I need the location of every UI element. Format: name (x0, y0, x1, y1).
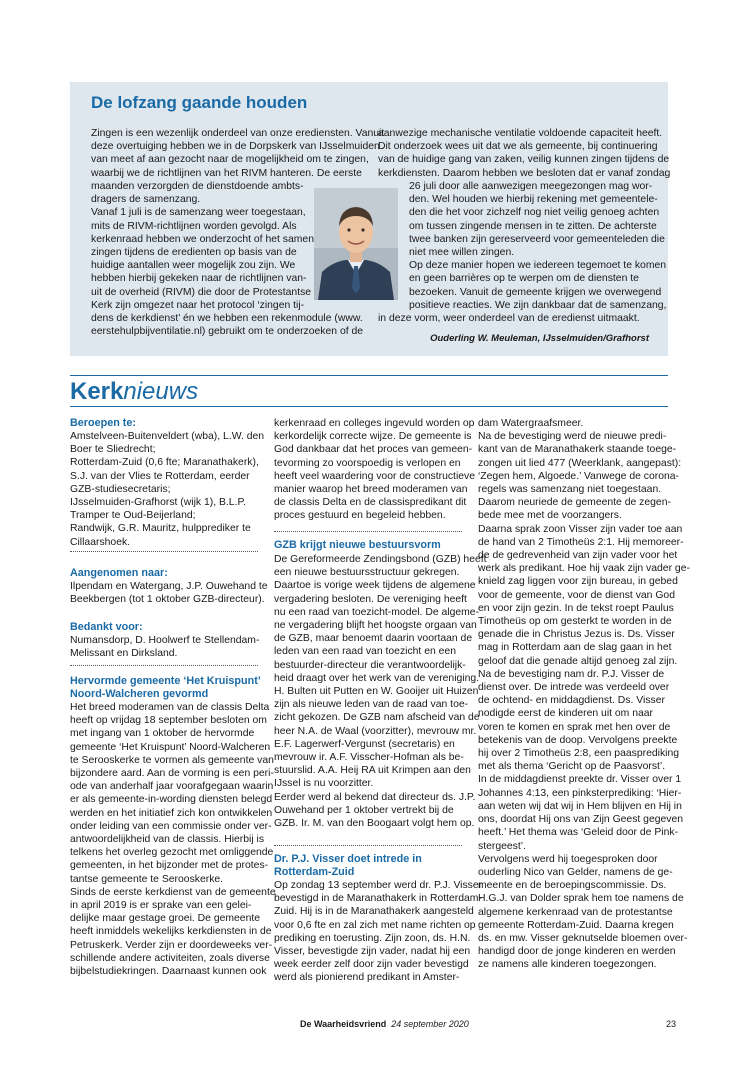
text-line: aan weten wij dat wij in Hem blijven en Hij in (478, 800, 682, 812)
text-line: Randwijk, G.R. Mauritz, hulpprediker te (70, 523, 251, 535)
kerknieuws-title-italic: nieuws (123, 378, 199, 405)
text-line: Visser, bevestigde zijn vader, nadat hij een (274, 946, 471, 958)
text-line: een nieuwe bestuursstructuur gekregen. (274, 567, 460, 579)
text-line: God dankbaar dat het proces van gemeen- (274, 444, 473, 456)
text-line: Daarna sprak zoon Visser zijn vader toe aan (478, 523, 683, 535)
lofzang-col2-wrap (409, 180, 666, 312)
text-line: van de huidige gang van zaken, veilig kunnen zingen tijdens de (378, 154, 670, 166)
text-line: heeft.’ Het thema was ‘Geleid door de Pink- (478, 827, 679, 839)
text-line: Numansdorp, D. Hoolwerf te Stellendam- (70, 635, 260, 646)
text-line: deze overtuiging hebben we in de Dorpskerk van IJsselmuiden (91, 141, 380, 153)
hervormde-text (70, 701, 276, 978)
footer-publication: De Waarheidsvriend (300, 1019, 387, 1029)
text-line: dam Watergraafsmeer. (478, 418, 584, 429)
text-line: E.F. Lagerwerf-Vergunst (secretaris) en (274, 738, 455, 750)
bedankt-text (70, 634, 259, 660)
text-line: bede mee met de voorzangers. (478, 510, 622, 522)
text-line: IJssel is nu voorzitter. (274, 778, 374, 790)
text-line: H.G.J. van Dolder sprak hem toe namens de (478, 893, 684, 905)
kerknieuws-title (70, 378, 198, 406)
beroepen-heading: Beroepen te: (70, 417, 136, 429)
portrait-illustration (314, 188, 398, 300)
text-line: antwoordelijkheid van de classis. Hierbij is (70, 834, 265, 846)
text-line: dragers de samenzang. (91, 194, 201, 206)
kerknieuws-bottom-rule (70, 406, 668, 407)
text-line: Timotheüs op om gesterkt te worden in de (478, 616, 672, 628)
text-line: tevorming zo voorspoedig is verlopen en (274, 457, 461, 469)
text-line: Beekbergen (tot 1 oktober GZB-directeur). (70, 594, 265, 606)
text-line: niet mee willen zingen. (409, 247, 515, 259)
text-line: met ingang van 1 oktober de hervormde (70, 728, 255, 740)
text-line: heeft op vrijdag 18 september besloten om (70, 715, 267, 727)
text-line: ouderling Nico van Gelder, namens de ge- (478, 866, 673, 878)
text-line: dens de kerkdienst’ én we hebben een rekenmodule (www. (91, 313, 363, 324)
text-line: mits de RIVM-richtlijnen worden gevolgd. Als (91, 220, 297, 232)
text-line: van meet af aan gezocht naar de mogelijkheid om te zingen, (91, 154, 369, 166)
text-line: Vanaf 1 juli is de samenzang weer toegestaan, (91, 207, 306, 219)
lofzang-col1-bottom (91, 312, 363, 338)
text-line: aanwezige mechanische ventilatie voldoende capaciteit heeft. (378, 128, 663, 139)
separator (70, 665, 258, 666)
text-line: zongen uit lied 477 (Weerklank, aangepast): (478, 457, 682, 469)
text-line: Daartoe is vorige week tijdens de algemene (274, 580, 476, 592)
text-line: werd als pionierend predikant in Amster- (274, 972, 460, 984)
lofzang-title: De lofzang gaande houden (91, 93, 308, 112)
text-line: tantse gemeente te Serooskerke. (70, 873, 224, 885)
text-line: ze namens alle kinderen toegezongen. (478, 959, 657, 971)
text-line: Rotterdam-Zuid (0,6 fte; Maranathakerk), (70, 457, 259, 469)
text-line: proces gestuurd en begeleid hebben. (274, 510, 446, 522)
text-line: Sinds de eerste kerkdienst van de gemeente (70, 886, 276, 898)
text-line: Dr. P.J. Visser doet intrede in (274, 853, 422, 865)
text-line: Na de bevestiging nam dr. P.J. Visser de (478, 668, 665, 680)
text-line: Cillaarshoek. (70, 536, 131, 548)
text-line: De Gereformeerde Zendingsbond (GZB) heeft (274, 554, 487, 565)
text-line: regels was samenzang niet toegestaan. (478, 484, 662, 496)
separator (274, 845, 462, 846)
text-line: maanden verzorgden de dienstdoende ambts- (91, 181, 304, 192)
text-line: S.J. van der Vlies te Rotterdam, eerder (70, 470, 250, 482)
text-line: gemeenten, in het bijzonder met de protes- (70, 860, 269, 872)
text-line: bezoeken. Vanuit de gemeente krijgen we overwegend (409, 286, 662, 298)
text-line: manier waarop het breed moderamen van (274, 484, 468, 496)
text-line: de ochtend- en middagdienst. Ds. Visser (478, 695, 665, 707)
text-line: te Serooskerke te vormen als gemeente van (70, 754, 274, 766)
visser-heading (274, 853, 422, 879)
text-line: In de middagdienst preekte dr. Visser over 1 (478, 774, 682, 786)
text-line: mevrouw ir. A.F. Visscher-Hofman als be- (274, 752, 464, 764)
text-line: schillende andere activiteiten, zoals diverse (70, 952, 270, 964)
text-line: vergadering besloten. De vereniging heeft (274, 593, 467, 605)
text-line: in april 2019 is er sprake van een gelei- (70, 900, 252, 912)
lofzang-col2-bottom (378, 312, 640, 325)
kerknieuws-top-rule (70, 375, 668, 376)
text-line: voren te komen en sprak met hen over de (478, 721, 671, 733)
text-line: bestuurder-directeur die verantwoordelijk- (274, 659, 466, 671)
text-line: Op zondag 13 september werd dr. P.J. Visser (274, 880, 483, 891)
text-line: GZB-studiesecretaris; (70, 483, 171, 495)
text-line: Noord-Walcheren gevormd (70, 688, 209, 700)
text-line: waarbij we de richtlijnen van het RIVM hanteren. De eerste (91, 167, 362, 179)
text-line: algemene kerkenraad van de protestantse (478, 906, 673, 918)
separator (70, 551, 258, 552)
text-line: Petruskerk. Verder zijn er doordeweeks ver- (70, 939, 273, 951)
gzb-heading: GZB krijgt nieuwe bestuursvorm (274, 539, 441, 551)
text-line: er als gemeente-in-wording diensten belegd (70, 794, 273, 806)
text-line: de GZB, maar benoemt daarin voortaan de (274, 633, 473, 645)
aangenomen-heading: Aangenomen naar: (70, 567, 168, 579)
text-line: knield zag liggen voor zijn bureau, in gebed (478, 576, 678, 588)
text-line: Zingen is een wezenlijk onderdeel van onze erediensten. Vanuit (91, 128, 385, 139)
text-line: en voor zijn gezin. In de tekst roept Paulus (478, 602, 674, 614)
text-line: om tussen zingende mensen in te zitten. De achterste (409, 220, 657, 232)
text-line: voor 0,6 fte en zal zich met name richten op (274, 919, 476, 931)
text-line: de classis Delta en de classispredikant dit (274, 497, 467, 509)
text-line: Eerder werd al bekend dat directeur ds. J.P. (274, 791, 476, 803)
footer-date: 24 september 2020 (391, 1019, 469, 1029)
text-line: kant van de Maranathakerk staande toege- (478, 444, 677, 456)
text-line: met als thema ‘Gericht op de Paasvorst’. (478, 761, 666, 773)
text-line: nodigde eerst de kinderen uit om naar (478, 708, 654, 720)
text-line: Het breed moderamen van de classis Delta (70, 702, 270, 713)
text-line: eerstehulpbijventilatie.nl) gebruikt om te onderzoeken of de (91, 326, 364, 338)
col3-text (478, 417, 690, 972)
text-line: Rotterdam-Zuid (274, 866, 355, 878)
text-line: geloof dat die genade altijd genoeg zal zijn. (478, 655, 678, 667)
text-line: Tramper te Oud-Beijerland; (70, 510, 196, 522)
text-line: betekenis van de doop. Vervolgens preekte (478, 734, 678, 746)
text-line: heeft inmiddels wekelijks kerkdiensten in de (70, 926, 272, 938)
text-line: heeft veel waardering voor de constructieve (274, 470, 475, 482)
text-line: de hand van 2 Timotheüs 2:1. Hij memoreer- (478, 536, 684, 548)
text-line: hij over 2 Timotheüs 2:8, een paasprediking (478, 748, 680, 760)
text-line: kerkenraad en colleges ingevuld worden op (274, 418, 475, 429)
text-line: zingen tijdens de eredienten op basis van de (91, 247, 297, 259)
text-line: huidige aantallen weer mogelijk zou zijn. We (91, 260, 296, 272)
text-line: heid draagt over het werk van de vereniging. (274, 672, 480, 684)
lofzang-col1-wrap (91, 180, 314, 312)
text-line: GZB. Ir. M. van den Boogaart volgt hem op. (274, 818, 475, 830)
aangenomen-text (70, 580, 268, 606)
text-line: handigd door de jonge kinderen en werden (478, 946, 676, 958)
text-line: zijn als nieuwe leden van de raad van toe- (274, 699, 469, 711)
text-line: week eerder zelf door zijn vader bevestigd (274, 959, 469, 971)
text-line: Dit onderzoek wees uit dat we als gemeente, bij continuering (378, 141, 658, 153)
signature: Ouderling W. Meuleman, IJsselmuiden/Grafhorst (430, 333, 649, 344)
text-line: twee banken zijn gereserveerd voor gemeenteleden die (409, 233, 665, 245)
text-line: bevestigd in de Maranathakerk in Rotterdam- (274, 893, 482, 905)
text-line: prediking en toerusting. Zijn zoon, ds. H.N. (274, 932, 471, 944)
portrait-photo (314, 188, 398, 300)
text-line: kerkordelijk correcte wijze. De gemeente is (274, 431, 472, 443)
text-line: de de gedrevenheid van zijn vader voor het (478, 550, 678, 562)
text-line: stuurslid. A.A. Heij RA uit Krimpen aan den (274, 765, 471, 777)
text-line: Daarom neuriede de gemeente de zegen- (478, 497, 671, 509)
text-line: Boer te Sliedrecht; (70, 444, 156, 456)
text-line: gemeente ‘Het Kruispunt’ Noord-Walcheren (70, 741, 271, 753)
text-line: Johannes 4:13, een pinksterprediking: ‘Hier- (478, 787, 682, 799)
text-line: IJsselmuiden-Grafhorst (wijk 1), B.L.P. (70, 497, 246, 509)
gzb-text (274, 553, 487, 830)
text-line: ons, doordat Hij ons van Zijn Geest gegeven (478, 814, 684, 826)
text-line: den die het voor zichzelf nog niet veilig genoeg achten (409, 207, 660, 219)
text-line: H. Bulten uit Putten en W. Gooijer uit Huizen (274, 686, 479, 698)
text-line: dienst over. De intrede was verdeeld over (478, 682, 670, 694)
text-line: hebben hierbij gekeken naar de richtlijnen van- (91, 273, 307, 285)
text-line: heer N.A. de Waal (voorzitter), mevrouw mr. (274, 725, 477, 737)
text-line: genade die in Christus Jezus is. Ds. Visser (478, 629, 675, 641)
text-line: zicht gekozen. De GZB nam afscheid van de (274, 712, 480, 724)
lofzang-col1-top (91, 127, 384, 180)
lofzang-col2-top (378, 127, 670, 180)
text-line: Ouwehand per 1 oktober vertrekt bij de (274, 804, 454, 816)
text-line: 26 juli door alle aanwezigen meegezongen mag wor- (409, 181, 653, 192)
text-line: onder leiding van een commissie onder ver- (70, 820, 272, 832)
text-line: voor de gemeente, voor de dienst van God (478, 589, 675, 601)
text-line: delijke maar gestage groei. De gemeente (70, 913, 261, 925)
text-line: Na de bevestiging werd de nieuwe predi- (478, 431, 667, 443)
text-line: Vervolgens werd hij toegesproken door (478, 853, 658, 865)
text-line: kerkenraad hebben we onderzocht of het samen (91, 233, 314, 245)
text-line: werk als predikant. Hoe hij vaak zijn vader ge- (478, 563, 690, 575)
text-line: werden en het initiatief zich kon ontwikkelen (70, 807, 273, 819)
text-line: bijzondere aard. Aan de vorming is een peri- (70, 768, 274, 780)
text-line: mag in Rotterdam aan de slag gaan in het (478, 642, 672, 654)
col2-intro-text (274, 417, 475, 523)
text-line: positieve reacties. We zijn dankbaar dat de samenzang, (409, 299, 667, 311)
text-line: nu een raad van toezicht-model. De algeme- (274, 606, 480, 618)
text-line: Kerk zijn omgezet naar het protocol ‘zingen tij- (91, 299, 305, 311)
text-line: Ilpendam en Watergang, J.P. Ouwehand te (70, 581, 268, 592)
page-number: 23 (666, 1019, 677, 1029)
text-line: ne vergadering blijft het hoogste orgaan van (274, 620, 477, 632)
beroepen-text (70, 430, 264, 549)
text-line: gemeente Rotterdam-Zuid. Daarna kregen (478, 919, 674, 931)
text-line: Hervormde gemeente ‘Het Kruispunt’ (70, 675, 261, 687)
text-line: Zuid. Hij is in de Maranathakerk aangesteld (274, 906, 474, 918)
text-line: en geen barrières op te werpen om de diensten te (409, 273, 639, 285)
text-line: ode van anderhalf jaar voorafgegaan waarin (70, 781, 274, 793)
text-line: bijbelstudiekringen. Daarnaast kunnen ook (70, 966, 267, 978)
hervormde-heading (70, 675, 261, 701)
text-line: Op deze manier hopen we iedereen tegemoet te komen (409, 260, 667, 272)
text-line: ‘Zegen hem, Algoede.’ Vanwege de corona- (478, 470, 680, 482)
text-line: Amstelveen-Buitenveldert (wba), L.W. den (70, 431, 265, 442)
text-line: Melissant en Dirksland. (70, 648, 178, 660)
text-line: uit de overheid (RIVM) die door de Protestantse (91, 286, 312, 298)
text-line: stergeest’. (478, 840, 526, 852)
kerknieuws-title-bold: Kerk (70, 378, 124, 405)
footer (300, 1019, 469, 1029)
text-line: ds. en mw. Visser geknutselde bloemen over- (478, 932, 688, 944)
text-line: den. Wel houden we hierbij rekening met gemeentele- (409, 194, 658, 206)
bedankt-heading: Bedankt voor: (70, 621, 143, 633)
text-line: meente en de beroepingscommissie. Ds. (478, 880, 667, 892)
text-line: kerkdiensten. Daarom hebben we besloten dat er vanaf zondag (378, 167, 671, 179)
separator (274, 531, 462, 532)
visser-text (274, 879, 482, 985)
text-line: in deze vorm, weer onderdeel van de eredienst uitmaakt. (378, 313, 640, 324)
text-line: telkens het overleg gezocht met omliggende (70, 847, 274, 859)
text-line: leden van een raad van toezicht en een (274, 646, 456, 658)
